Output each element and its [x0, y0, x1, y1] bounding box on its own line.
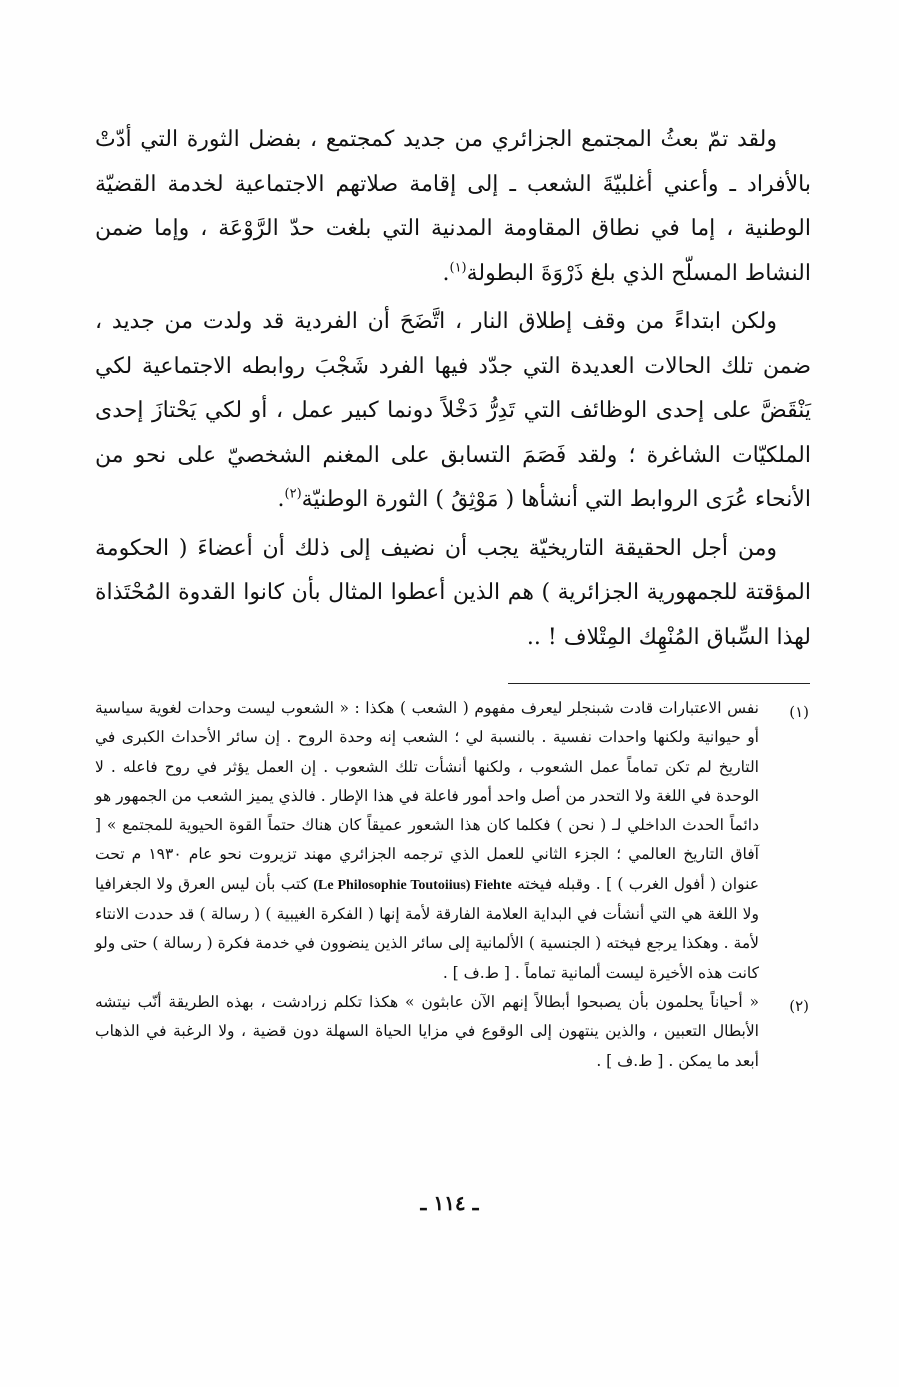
footnote-2 — [95, 988, 811, 1076]
paragraph-2-end: . — [277, 487, 285, 512]
main-text — [95, 118, 811, 660]
footnote-ref-2[interactable]: (٢) — [284, 486, 302, 502]
paragraph-2-text: ولكن ابتداءً من وقف إطلاق النار ، اتَّضَحَ أن الفردية قد ولدت من جديد ، ضمن تلك الحالات العديدة التي جدّد فيها الفرد شَجْبَ روابطه الاجتماعية لكي يَنْقَضَّ على إحدى الوظائف التي تَدِرُّ دَخْلاً دونما كبير عمل ، أو لكي يَحْتازَ إحدى الملكيّات الشاغرة ؛ ولقد فَصَمَ التسابق على المغنم الشخصيّ على نحو من الأنحاء عُرَى الروابط التي أنشأها ( مَوْثِقُ ) الثورة الوطنيّة — [95, 309, 811, 512]
paragraph-1-end: . — [442, 260, 450, 286]
footnote-separator — [508, 683, 810, 684]
footnote-1-text-after: كتب بأن ليس العرق ولا الجغرافيا ولا اللغة هي التي أنشأت في البداية العلامة الفارقة لأمة إنها ( الفكرة الغيبية ) ( رسالة ) قد حددت الانتاء لأمة . وهكذا يرجع فيخته ( الجنسية ) الألمانية إلى سائر الذين ينضوون في خدمة فكرة ( رسالة ) حتى ولو كانت هذه الأخيرة ليست ألمانية تماماً . [ ط.ف ] . — [95, 874, 759, 982]
footnote-2-text: « أحياناً يحلمون بأن يصبحوا أبطالاً إنهم الآن عابثون » هكذا تكلم زرادشت ، بهذه الطريقة أنّب نيتشه الأبطال التعبين ، والذين ينتهون إلى الوقوع في مزايا الحياة السهلة دون قضية ، ولا الرغبة في الذهاب أبعد ما يمكن . [ ط.ف ] . — [95, 992, 759, 1070]
paragraph-3 — [95, 527, 811, 661]
footnote-1-number: (١) — [789, 703, 809, 721]
paragraph-3-text: ومن أجل الحقيقة التاريخيّة يجب أن نضيف إلى ذلك أن أعضاءَ ( الحكومة المؤقتة للجمهورية الجزائرية ) هم الذين أعطوا المثال بأن كانوا القدوة المُحْتَذاة لهذا السِّباق المُنْهِك المِتْلاف ! .. — [95, 535, 811, 650]
footnote-1-latin-title: (Le Philosophie Toutoiius) Fiehte — [313, 877, 512, 893]
footnote-ref-1[interactable]: (١) — [449, 260, 467, 276]
page-number: ـ ١١٤ ـ — [420, 1191, 479, 1215]
paragraph-2 — [95, 300, 811, 523]
footnote-1 — [95, 694, 811, 988]
footnote-1-text-before: نفس الاعتبارات قادت شبنجلر ليعرف مفهوم ( الشعب ) هكذا : « الشعوب ليست وحدات لغوية سياسية أو حيوانية ولكنها واحدات نفسية . بالنسبة لي ؛ الشعب إنه وحدة الروح . إن سائر الأحداث الكبرى في التاريخ لم تكن تماماً عمل الشعوب ، ولكنها أنشأت تلك الشعوب . إن العمل يؤثر في روح فاعله . لا الوحدة في اللغة ولا التحدر من أصل واحد أمور فاعلة في هذا الإطار . فالذي يميز الشعب من الجمهور هو دائماً الحدث الداخلي لـ ( نحن ) فكلما كان هذا الشعور عميقاً كان هناك حتماً القوة الحيوية للمجتمع » [ آفاق التاريخ العالمي ؛ الجزء الثاني للعمل الذي ترجمه الجزائري مهند تزيروت نحو عام ١٩٣٠ م تحت عنوان ( أفول الغرب ) ] . وقبله فيخته — [95, 699, 760, 893]
paragraph-1-text: ولقد تمّ بعثُ المجتمع الجزائري من جديد كمجتمع ، بفضل الثورة التي أدّتْ بالأفراد ـ وأعني أغلبيّةَ الشعب ـ إلى إقامة صلاتهم الاجتماعية لخدمة القضيّة الوطنية ، إما في نطاق المقاومة المدنية التي بلغت حدّ الرَّوْعَة ، وإما ضمن النشاط المسلّح الذي بلغ ذَرْوَةَ البطولة — [95, 127, 811, 286]
paragraph-1 — [95, 118, 811, 296]
footnote-2-number: (٢) — [789, 996, 809, 1015]
footnotes — [95, 694, 811, 1076]
